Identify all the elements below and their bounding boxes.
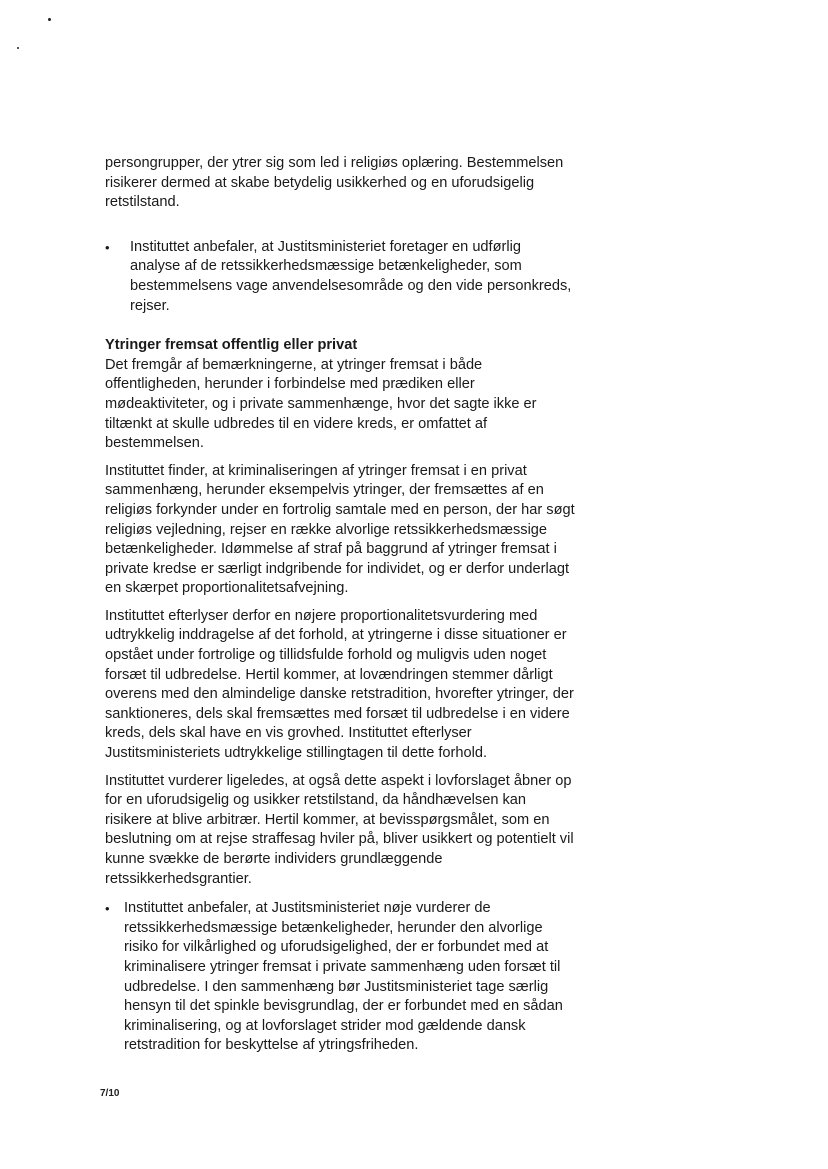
body-paragraph: Instituttet vurderer ligeledes, at også dette aspekt i lovforslaget åbner op for en uforudsigelig og usikker retstilstand, da håndhævelsen kan risikere at blive arbitrær. Hertil kommer, at bevisspørgsmålet, som en beslutning om at rejse straffesag hviler på, bliver usikkert og potentielt vil kunne svække de berørte individers grundlæggende retssikkerhedsgrantier. [105,772,574,887]
intro-paragraph: persongrupper, der ytrer sig som led i religiøs oplæring. Bestemmelsen risikerer dermed at skabe betydelig usikkerhed og en uforudsigelig retstilstand. [105,155,564,211]
section-heading: Ytringer fremsat offentlig eller privat [105,337,358,354]
body-paragraph: Det fremgår af bemærkningerne, at ytringer fremsat i både offentligheden, herunder i forbindelse med prædiken eller mødeaktiviteter, og i private sammenhænge, hvor det sagte ikke er tiltænkt at skulle udbredes til en videre kreds, er omfattet af bestemmelsen. [105,356,537,452]
body-paragraph: Instituttet finder, at kriminaliseringen af ytringer fremsat i en privat sammenhæng, herunder eksempelvis ytringer, der fremsættes af en religiøs forkynder under en fortrolig samtale med en person, der har søgt religiøs vejledning, rejser en række alvorlige retssikkerhedsmæssige betænkeligheder. Idømmelse af straf på baggrund af ytringer fremsat i private kredse er særligt indgribende for individet, og er derfor underlagt en skærpet proportionalitetsafvejning. [105,462,575,597]
document-body [105,154,575,1074]
bullet-icon: • [105,901,110,917]
body-paragraph: Instituttet efterlyser derfor en nøjere proportionalitetsvurdering med udtrykkelig inddragelse af det forhold, at ytringerne i disse situationer er opstået under fortrolige og tillidsfulde forhold og muligvis uden noget forsæt til udbredelse. Hertil kommer, at lovændringen stemmer dårligt overens med den almindelige danske retstradition, hvorefter ytringer, der sanktioneres, dels skal fremsættes med forsæt til udbredelse i en videre kreds, dels skal have en vis grovhed. Instituttet efterlyser Justitsministeriets udtrykkelige stillingtagen til dette forhold. [105,607,574,762]
scan-speck [48,18,51,21]
recommendation-bullet-1 [105,238,575,316]
page-number: 7/10 [100,1088,120,1099]
bullet-text: Instituttet anbefaler, at Justitsministeriet foretager en udførlig analyse af de retssikkerhedsmæssige betænkeligheder, som bestemmelsens vage anvendelsesområde og den vide personkreds, rejser. [130,238,572,314]
scan-speck [17,47,19,49]
bullet-text: Instituttet anbefaler, at Justitsministeriet nøje vurderer de retssikkerhedsmæssige betænkeligheder, herunder den alvorlige risiko for vilkårlighed og uforudsigelighed, der er forbundet med at kriminalisere ytringer fremsat i private sammenhæng uden forsæt til udbredelse. I den sammenhæng bør Justitsministeriet tage særlig hensyn til det spinkle bevisgrundlag, der er forbundet med en sådan kriminalisering, og at lovforslaget strider mod gældende dansk retstradition for beskyttelse af ytringsfriheden. [124,900,563,1054]
bullet-icon: • [105,239,110,255]
recommendation-bullet-2 [105,899,575,1056]
